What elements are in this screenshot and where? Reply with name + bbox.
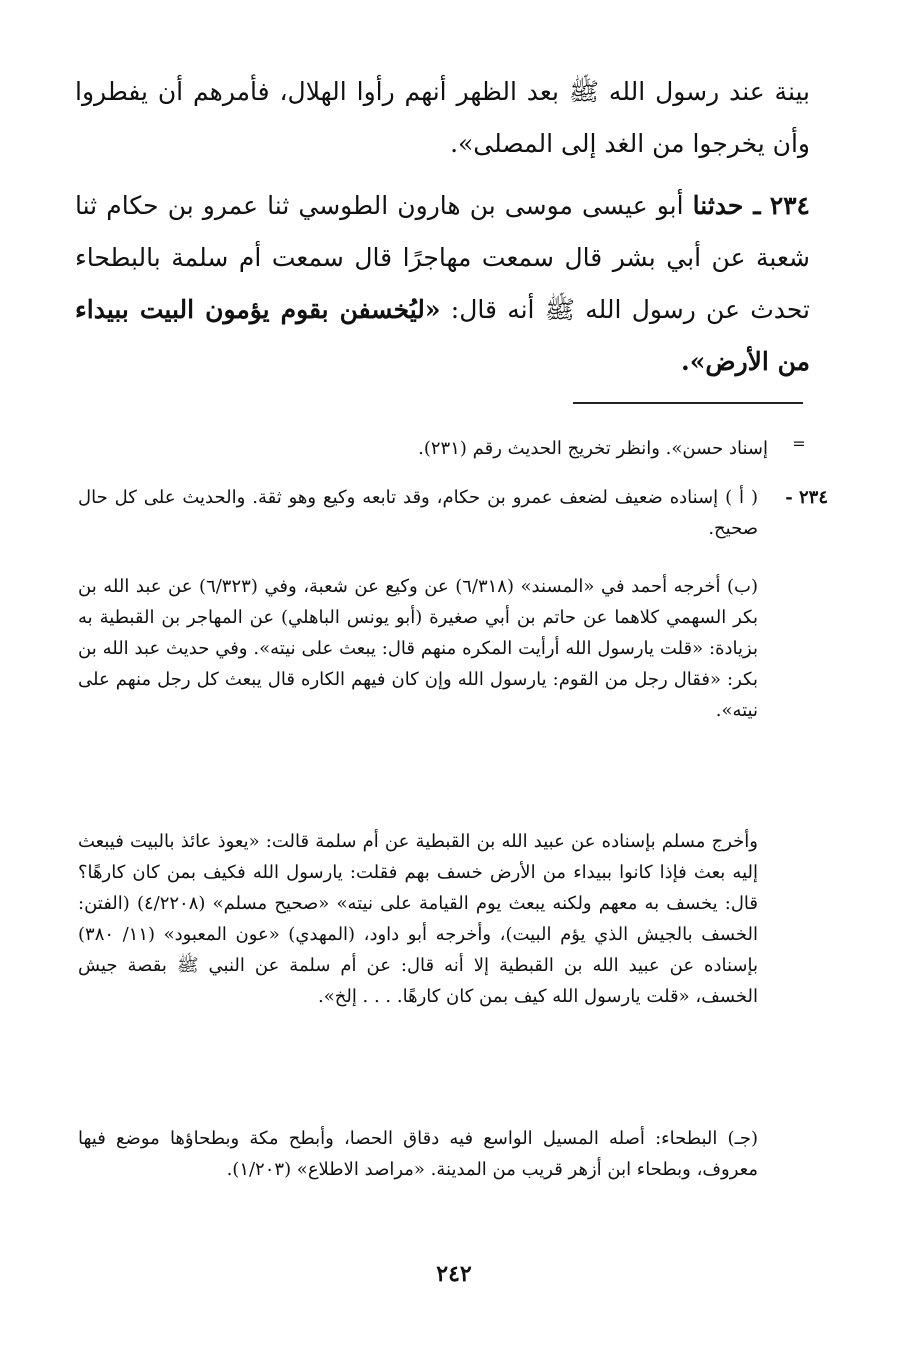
footnote-paragraph-b: (ب) أخرجه أحمد في «المسند» (٦/٣١٨) عن وكيع عن شعبة، وفي (٦/٣٢٣) عن عبد الله بن بكر السهمي كلاهما عن حاتم بن أبي صغيرة (أبو يونس الباهلي) عن المهاجر بن القبطية به بزيادة: «قلت يارسول الله أرأيت المكره منهم قال: يبعث على نيته». وفي حديث عبد الله بن بكر: «فقال رجل من القوم: يارسول الله وإن كان فيهم الكاره قال يبعث كل رجل منهم على نيته». <box>78 576 758 721</box>
hadith-paragraph <box>75 180 810 388</box>
page-number: ٢٤٢ <box>436 1261 472 1287</box>
hadith-haddathana: ـ حدثنا <box>692 191 761 220</box>
footnote-paragraph-muslim: وأخرج مسلم بإسناده عن عبيد الله بن القبطية عن أم سلمة قالت: «يعوذ عائذ بالبيت فيبعث إليه بعث فإذا كانوا ببيداء من الأرض خسف بهم فقلت: يارسول الله فكيف بمن كان كارهًا؟ قال: يخسف به معهم ولكنه يبعث يوم القيامة على نيته» «صحيح مسلم» (٤/٢٢٠٨) (الفتن: الخسف بالجيش الذي يؤم البيت)، وأخرجه أبو داود، (المهدي) «عون المعبود» (١١/ ٣٨٠) بإسناده عن عبيد الله بن القبطية إلا أنه قال: عن أم سلمة عن النبي ﷺ بقصة جيش الخسف، «قلت يارسول الله كيف بمن كان كارهًا. . . . إلخ». <box>78 831 758 1007</box>
main-paragraph-text: بينة عند رسول الله ﷺ بعد الظهر أنهم رأوا الهلال، فأمرهم أن يفطروا وأن يخرجوا من الغد إلى المصلى». <box>75 77 810 158</box>
hadith-chain: أبو عيسى موسى بن هارون الطوسي ثنا عمرو بن حكام ثنا شعبة عن أبي بشر قال سمعت مهاجرًا قال سمعت أم سلمة بالبطحاء تحدث عن رسول الله ﷺ أنه قال: <box>75 191 810 324</box>
footnote-number: ٢٣٤ - <box>785 487 828 508</box>
main-paragraph-continuation <box>75 66 810 170</box>
footnote-paragraph-a: ( أ ) إسناده ضعيف لضعف عمرو بن حكام، وقد تابعه وكيع وهو ثقة. والحديث على كل حال صحيح. <box>78 487 758 539</box>
footnote-continuation-marker: = <box>792 434 806 453</box>
hadith-matn: «ليُخسفن بقوم يؤمون البيت ببيداء من الأرض». <box>75 295 810 376</box>
hadith-number: ٢٣٤ <box>769 191 810 220</box>
footnote-continuation: إسناد حسن». وانظر تخريج الحديث رقم (٢٣١). <box>418 438 768 459</box>
footnote-paragraph-j: (جـ) البطحاء: أصله المسيل الواسع فيه دقاق الحصا، وأبطح مكة وبطحاؤها موضع فيها معروف، وبطحاء ابن أزهر قريب من المدينة. «مراصد الاطلاع» (١/٢٠٣). <box>78 1128 758 1180</box>
footnote-separator <box>573 402 803 404</box>
